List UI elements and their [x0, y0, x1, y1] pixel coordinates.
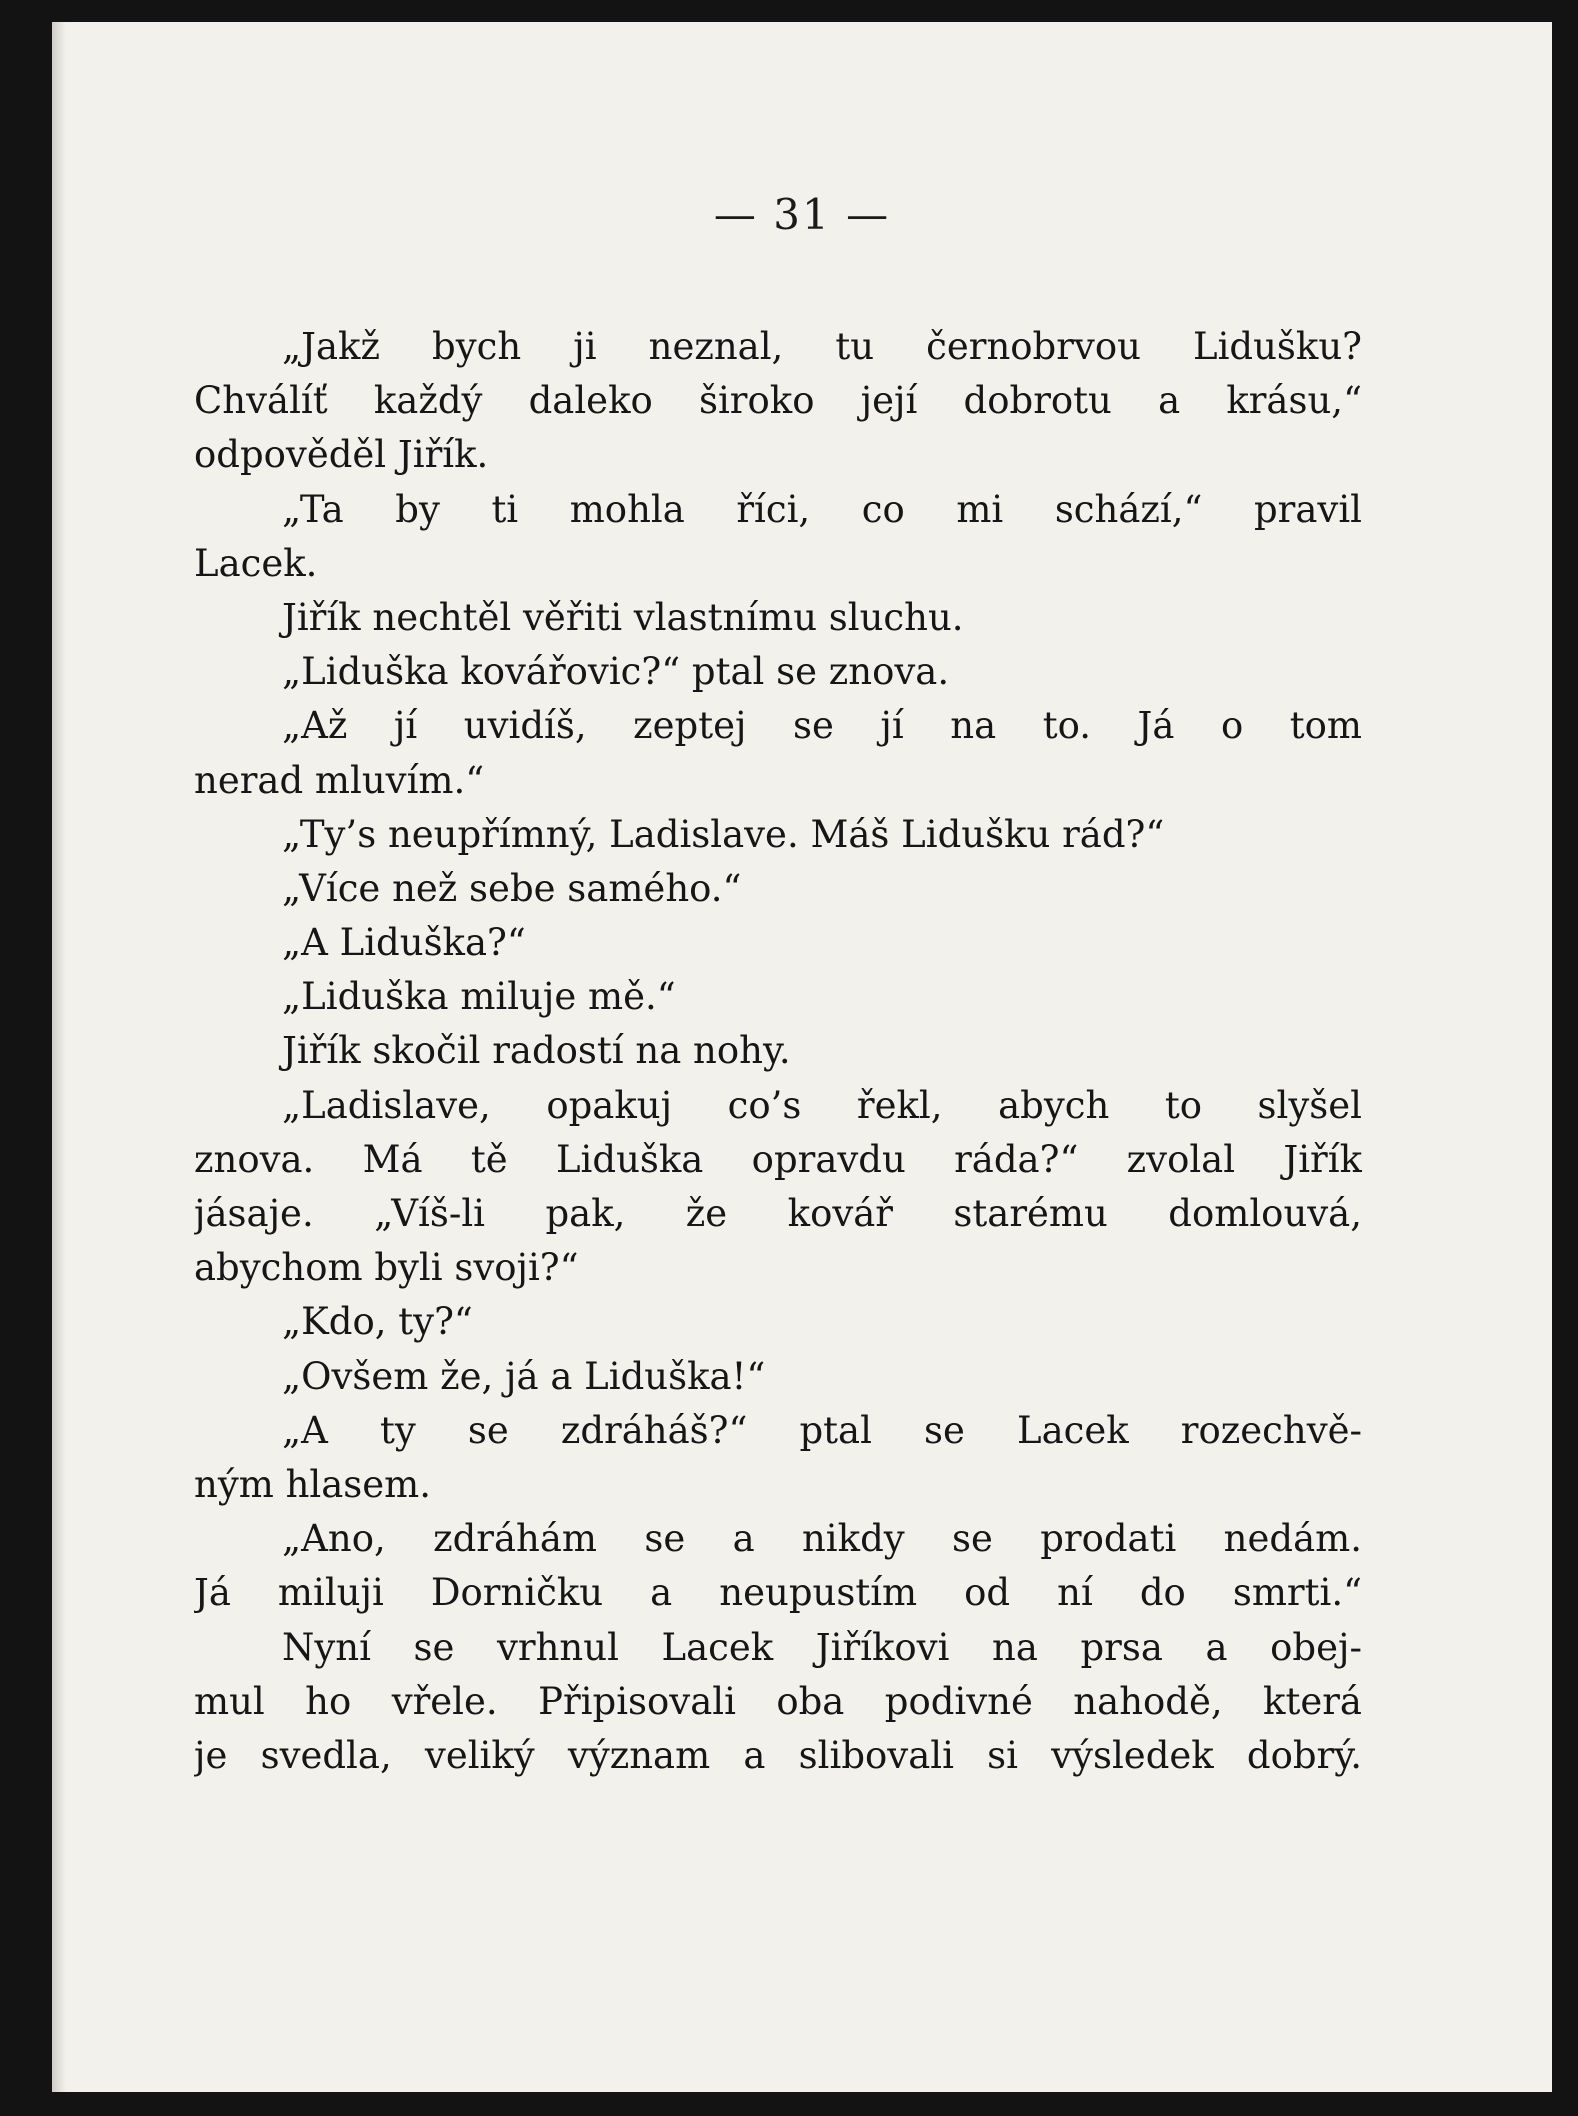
text-line: „Jakž bych ji neznal, tu černobrvou Lidušku?	[282, 325, 1362, 368]
text-line: Chválíť každý daleko široko její dobrotu a krásu,“	[194, 379, 1362, 423]
text-line: „Ovšem že, já a Liduška!“	[282, 1354, 766, 1398]
text-line: „Ladislave, opakuj co’s řekl, abych to slyšel	[282, 1083, 1362, 1127]
text-line: „Ano, zdráhám se a nikdy se prodati nedám.	[282, 1517, 1362, 1561]
text-line: znova. Má tě Liduška opravdu ráda?“ zvolal Jiřík	[194, 1137, 1362, 1181]
body-text	[194, 320, 1362, 1783]
page-number: — 31 —	[713, 190, 891, 239]
text-line: Jiřík nechtěl věřiti vlastnímu sluchu.	[282, 595, 964, 639]
text-line: „Kdo, ty?“	[282, 1300, 473, 1344]
text-line: abychom byli svoji?“	[194, 1246, 579, 1290]
text-line: jásaje. „Víš-li pak, že kovář starému domlouvá,	[194, 1192, 1362, 1235]
text-line: „Více než sebe samého.“	[282, 866, 742, 910]
text-line: Jiřík skočil radostí na nohy.	[282, 1029, 791, 1073]
page-binding-shadow	[52, 22, 66, 2092]
text-line: „Až jí uvidíš, zeptej se jí na to. Já o tom	[282, 704, 1362, 748]
text-line: „Liduška miluje mě.“	[282, 975, 676, 1019]
text-line: nerad mluvím.“	[194, 758, 485, 802]
text-line: ným hlasem.	[194, 1462, 432, 1506]
text-line: Nyní se vrhnul Lacek Jiříkovi na prsa a obej-	[282, 1625, 1362, 1669]
text-line: „Ta by ti mohla říci, co mi schází,“ pravil	[282, 487, 1362, 531]
text-line: je svedla, veliký význam a slibovali si výsledek dobrý.	[194, 1733, 1362, 1777]
text-line: odpověděl Jiřík.	[194, 433, 489, 477]
text-line: Lacek.	[194, 541, 318, 585]
text-line: „A Liduška?“	[282, 921, 526, 965]
book-page	[52, 22, 1552, 2092]
text-line: „A ty se zdráháš?“ ptal se Lacek rozechvě-	[282, 1408, 1362, 1452]
text-line: mul ho vřele. Připisovali oba podivné nahodě, která	[194, 1679, 1362, 1723]
text-line: „Liduška kovářovic?“ ptal se znova.	[282, 650, 950, 694]
text-line: Já miluji Dorničku a neupustím od ní do smrti.“	[194, 1571, 1362, 1615]
text-line: „Ty’s neupřímný, Ladislave. Máš Lidušku rád?“	[282, 812, 1165, 856]
